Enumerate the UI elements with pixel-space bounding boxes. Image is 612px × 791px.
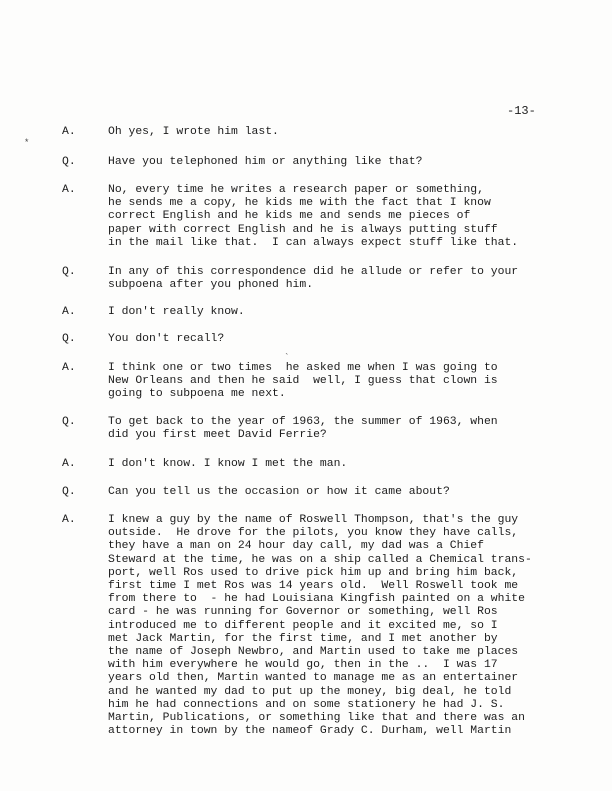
speaker-label: Q. (62, 486, 76, 498)
testimony-text: I knew a guy by the name of Roswell Thompson, that's the guy outside. He drove for the pilots, you know they have calls, they have a man on 24 hour day call, my dad was a Chief Steward at the time, he was on a ship called a Chemical trans- port, well Ros used to drive pick him up and bring him back, first time I met Ros was 14 years old. Well Roswell took me from there to - he had Louisiana Kingfish painted on a white card - he was running for Governor or something, well Ros introduced me to different people and it excited me, so I met Jack Martin, for the first time, and I met another by the name of Joseph Newbro, and Martin used to take me places with him everywhere he would go, then in the .. I was 17 years old then, Martin wanted to manage me as an entertainer and he wanted my dad to put up the money, big deal, he told him he had connections and on some stationery he had J. S. Martin, Publications, or something like that and there was an attorney in town by the nameof Grady C. Durham, well Martin (108, 514, 532, 738)
testimony-text: No, every time he writes a research paper or something, he sends me a copy, he kids me with the fact that I know correct English and he kids me and sends me pieces of paper with correct English and he is always putting stuff in the mail like that. I can always expect stuff like that. (108, 184, 519, 249)
testimony-text: Can you tell us the occasion or how it came about? (108, 486, 450, 498)
testimony-text: I don't really know. (108, 306, 245, 318)
speaker-label: A. (62, 126, 76, 138)
speaker-label: A. (62, 306, 76, 318)
scan-mark: ` (284, 353, 290, 363)
speaker-label: A. (62, 184, 76, 196)
speaker-label: Q. (62, 156, 76, 168)
testimony-text: In any of this correspondence did he allude or refer to your subpoena after you phoned him. (108, 266, 519, 292)
speaker-label: Q. (62, 266, 76, 278)
speaker-label: A. (62, 362, 76, 374)
speaker-label: A. (62, 458, 76, 470)
speaker-label: Q. (62, 416, 76, 428)
speaker-label: A. (62, 514, 76, 526)
testimony-text: I think one or two times he asked me when I was going to New Orleans and then he said well, I guess that clown is going to subpoena me next. (108, 362, 498, 401)
testimony-text: Oh yes, I wrote him last. (108, 126, 279, 138)
testimony-text: I don't know. I know I met the man. (108, 458, 348, 470)
testimony-text: To get back to the year of 1963, the summer of 1963, when did you first meet David Ferrie? (108, 416, 498, 442)
testimony-text: You don't recall? (108, 333, 225, 345)
testimony-text: Have you telephoned him or anything like that? (108, 156, 423, 168)
scan-mark: * (24, 138, 30, 148)
page-number: -13- (507, 104, 536, 118)
speaker-label: Q. (62, 333, 76, 345)
